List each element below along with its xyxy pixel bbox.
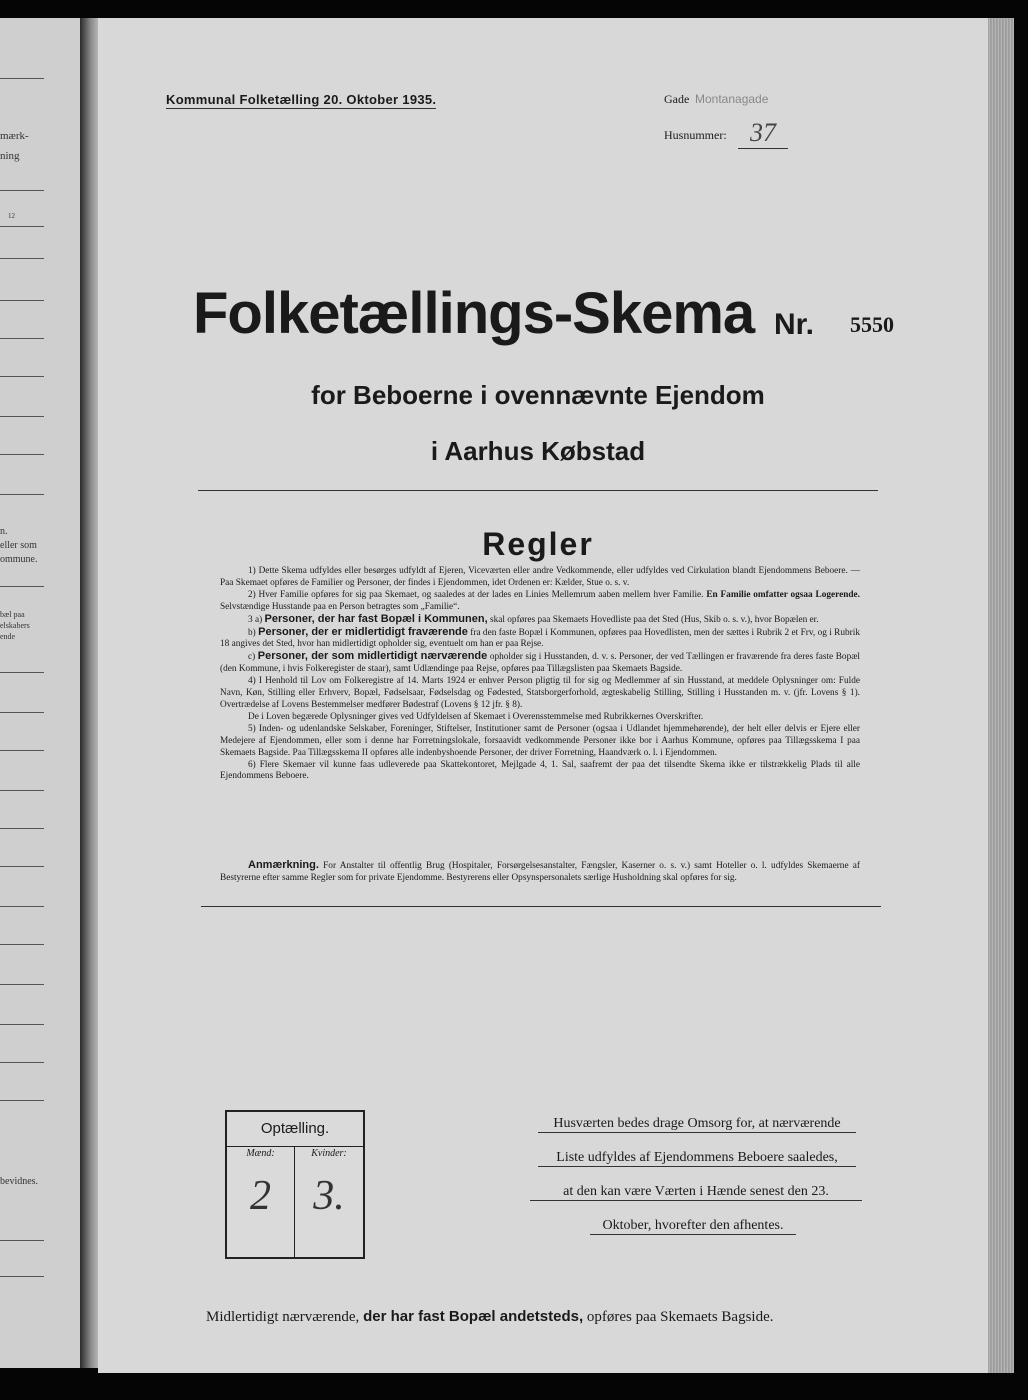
rules-text: [220, 566, 860, 783]
page-fragment: 12: [8, 212, 15, 220]
form-subtitle-city: i Aarhus Købstad: [430, 436, 646, 466]
page-fragment: mærk-: [0, 130, 29, 142]
ruled-line: [0, 828, 44, 829]
rule-4: 4) I Henhold til Lov om Folkeregistre af 14. Marts 1924 er enhver Person pligtig til for sig og Medlemmer af sin Husstand, at meddele Oplysninger om: Fulde Navn, Køn, Stilling eller Erhverv, Bopæl, Fødselsaar, Fødselsdag og Fødested, Statsborgerforhold, ægteskabelig Stilling, Stilling i Husstanden m. v. (jfr. Lovens § 1). Overtrædelse af Lovens Bestemmelser medfører Bødestraf (Lovens § 12 jfr. § 8).: [220, 676, 860, 710]
ruled-line: [0, 454, 44, 455]
rule-1: 1) Dette Skema udfyldes eller besørges udfyldt af Ejeren, Viceværten eller andre Vedkommende, eller udfyldes ved Cirkulation blandt Ejendommens Beboere. — Paa Skemaet opføres de Familier og Personer, der findes i Ejendommen, idet Ordenen er: Kælder, Stue o. s. v.: [220, 566, 860, 588]
instruction-line: at den kan være Værten i Hænde senest den 23.: [530, 1184, 862, 1201]
ruled-line: [0, 866, 44, 867]
note-text: [220, 860, 860, 885]
rule-6: 6) Flere Skemaer vil kunne faas udleverede paa Skattekontoret, Mejlgade 4, 1. Sal, saafremt der paa det tilsendte Skema ikke er tilstrækkelig Plads til alle Ejendommens Beboere.: [220, 759, 860, 782]
ruled-line: [0, 226, 44, 227]
count-box: [225, 1110, 365, 1259]
ruled-line: [0, 190, 44, 191]
page-fragment: n.: [0, 526, 8, 537]
form-number-value: 5550: [850, 312, 894, 337]
rule-5: 5) Inden- og udenlandske Selskaber, Foreninger, Stiftelser, Institutioner samt de Personer (ogsaa i Udlandet hjemmehørende), der helt eller delvis er Ejere eller Medejere af Ejendommen, eller som i denne har Forretningslokale, forsaavidt vedkommende Personer ikke bor i Aarhus Kommune, opføres paa Tillægsskema I paa Skemaets Bagside. Paa Tillægsskema II opføres alle indenbyshoende Personer, der driver Forretning, Haandværk o. l. i Ejendommen.: [220, 723, 860, 758]
divider: [201, 906, 881, 907]
rule-4b: De i Loven begærede Oplysninger gives ved Udfyldelsen af Skemaet i Overensstemmelse med Rubrikkernes Overskrifter.: [248, 711, 704, 722]
ruled-line: [0, 376, 44, 377]
ruled-line: [0, 984, 44, 985]
divider: [198, 490, 878, 491]
ruled-line: [0, 1100, 44, 1101]
note-body: For Anstalter til offentlig Brug (Hospitaler, Forsørgelsesanstalter, Fængsler, Kaserner o. s. v.) samt Hoteller o. l. udfyldes Skemaerne af Bestyrerne efter samme Regler som for private Ejendomme. Bestyrerens eller Opsynspersonalets særlige Husholdning skal opføres for sig.: [220, 861, 860, 883]
men-label: Mænd:: [246, 1148, 275, 1159]
house-number-value: 37: [738, 118, 788, 149]
page-fragment: ende: [0, 632, 16, 641]
book-gutter: [80, 18, 98, 1368]
rules-heading: Regler: [482, 526, 594, 562]
instruction-line: Oktober, hvorefter den afhentes.: [590, 1218, 796, 1235]
ruled-line: [0, 712, 44, 713]
form-number-label: Nr.: [774, 308, 815, 341]
ruled-line: [0, 300, 44, 301]
house-number-label: Husnummer:: [664, 128, 727, 142]
census-header: Kommunal Folketælling 20. Oktober 1935.: [166, 92, 437, 107]
men-count: 2: [250, 1173, 271, 1219]
count-title: Optælling.: [227, 1112, 363, 1147]
ruled-line: [0, 338, 44, 339]
page-edge-stack: [988, 18, 1014, 1373]
ruled-line: [0, 750, 44, 751]
page-fragment: bæl paa: [0, 610, 25, 619]
ruled-line: [0, 906, 44, 907]
street-label: Gade: [664, 92, 690, 106]
ruled-line: [0, 78, 44, 79]
page-fragment: bevidnes.: [0, 1176, 39, 1187]
page-fragment: ning: [0, 150, 20, 162]
rule-2: 2) Hver Familie opføres for sig paa Skemaet, og saaledes at der lades en Linies Mellemrum aaben mellem hver Familie. En Familie omfatter ogsaa Logerende. Selvstændige Husstande paa en Person betragtes som „Familie“.: [220, 589, 860, 612]
ruled-line: [0, 494, 44, 495]
ruled-line: [0, 944, 44, 945]
footer-note: Midlertidigt nærværende, der har fast Bopæl andetsteds, opføres paa Skemaets Bagside.: [206, 1308, 774, 1325]
ruled-line: [0, 1024, 44, 1025]
ruled-line: [0, 672, 44, 673]
ruled-line: [0, 416, 44, 417]
ruled-line: [0, 790, 44, 791]
form-title: Folketællings-Skema: [193, 281, 755, 346]
street-value: Montanagade: [695, 92, 769, 106]
instruction-line: Husværten bedes drage Omsorg for, at nærværende: [538, 1116, 856, 1133]
page-fragment: elskabers: [0, 621, 30, 630]
ruled-line: [0, 1062, 44, 1063]
instruction-line: Liste udfyldes af Ejendommens Beboere saaledes,: [538, 1150, 856, 1167]
rule-3c: c) Personer, der som midlertidigt nærværende opholder sig i Husstanden, d. v. s. Personer, der ved Tællingen er fraværende fra deres faste Bopæl (den Kommune, i hvis Folkeregister de staar), samt Udlændinge paa Rejse, opføres paa Tillægslisten paa Skemaets Bagside.: [220, 650, 861, 675]
rule-3b: b) Personer, der er midlertidigt fraværende fra den faste Bopæl i Kommunen, opføres paa Hovedlisten, men der sættes i Rubrik 2 et Frv, og i Rubrik 18 angives det Sted, hvor han midlertidigt opholder sig, eventuelt om han er paa Rejse.: [220, 625, 860, 650]
page-fragment: ommune.: [0, 554, 38, 565]
page-fragment: eller som: [0, 540, 37, 551]
women-label: Kvinder:: [311, 1148, 347, 1159]
ruled-line: [0, 586, 44, 587]
women-count: 3.: [313, 1173, 345, 1219]
ruled-line: [0, 258, 44, 259]
ruled-line: [0, 1240, 44, 1241]
census-form-page: [98, 18, 988, 1373]
note-label: Anmærkning.: [248, 859, 319, 871]
rule-3a: 3 a) Personer, der har fast Bopæl i Kommunen, skal opføres paa Skemaets Hovedliste paa det Sted (Hus, Skib o. s. v.), hvor Bopælen er.: [248, 612, 819, 625]
ruled-line: [0, 1276, 44, 1277]
form-subtitle: for Beboerne i ovennævnte Ejendom: [311, 380, 765, 410]
left-facing-page: [0, 18, 83, 1368]
